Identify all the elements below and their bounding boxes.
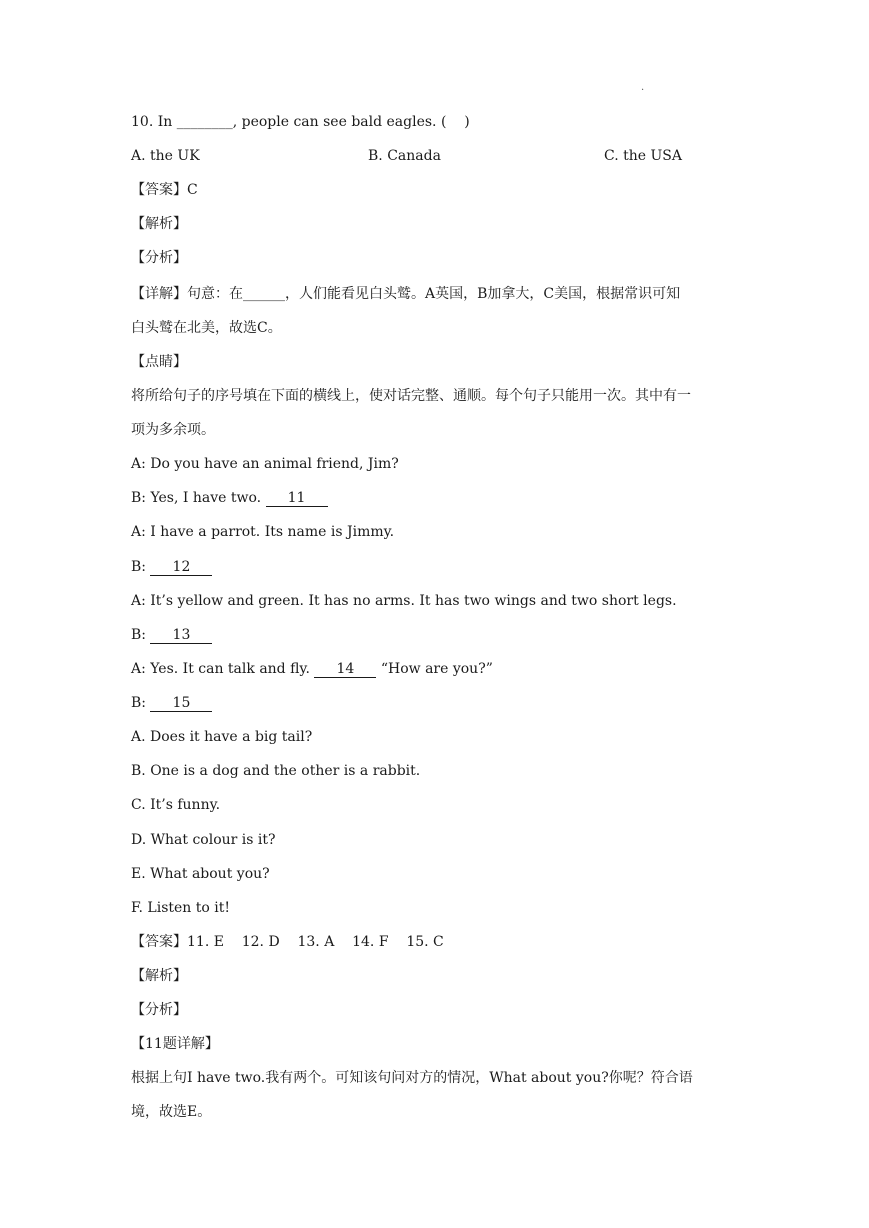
- q10-detail-line-1: 【详解】句意：在______，人们能看见白头鹫。A英国，B加拿大，C美国，根据常识可知: [131, 286, 681, 302]
- dialog-line-8: [131, 694, 212, 712]
- analysis-heading-2: 【解析】: [131, 968, 187, 984]
- q11-detail-line-2: 境，故选E。: [131, 1104, 212, 1120]
- dialog-line-6-text: B:: [131, 627, 151, 643]
- q10-detail-line-2: 白头鹫在北美，故选C。: [131, 320, 282, 336]
- dialog-line-1: A: Do you have an animal friend, Jim?: [131, 456, 399, 472]
- answers-line: 【答案】11. E 12. D 13. A 14. F 15. C: [131, 934, 444, 950]
- blank-14: 14: [314, 661, 376, 678]
- q10-analysis-heading: 【解析】: [131, 216, 187, 232]
- dialog-line-4: [131, 558, 212, 576]
- instruction-line-1: 将所给句子的序号填在下面的横线上，使对话完整、通顺。每个句子只能用一次。其中有一: [131, 388, 691, 404]
- q11-detail-heading: 【11题详解】: [131, 1036, 219, 1052]
- option-d: D. What colour is it?: [131, 832, 276, 848]
- question-10-stem: 10. In ________, people can see bald eagles. ( ): [131, 114, 470, 130]
- blank-11: 11: [266, 490, 328, 507]
- option-f: F. Listen to it!: [131, 900, 231, 916]
- dialog-line-8-text: B:: [131, 695, 151, 711]
- blank-12: 12: [150, 559, 212, 576]
- option-a: A. Does it have a big tail?: [131, 729, 313, 745]
- option-b: B. One is a dog and the other is a rabbit.: [131, 763, 421, 779]
- q10-fenxi-heading: 【分析】: [131, 250, 187, 266]
- dialog-line-4-text: B:: [131, 559, 151, 575]
- option-e: E. What about you?: [131, 866, 270, 882]
- blank-15: 15: [150, 695, 212, 712]
- dialog-line-3: A: I have a parrot. Its name is Jimmy.: [131, 524, 395, 540]
- dialog-line-7-quote: “How are you?”: [376, 661, 493, 677]
- q10-option-b: B. Canada: [368, 148, 441, 164]
- q10-option-c: C. the USA: [604, 148, 682, 164]
- dialog-line-7-text: A: Yes. It can talk and fly.: [131, 661, 315, 677]
- dialog-line-6: [131, 626, 212, 644]
- option-c: C. It’s funny.: [131, 797, 221, 813]
- q10-answer: 【答案】C: [131, 182, 198, 198]
- dialog-line-5: A: It’s yellow and green. It has no arms. It has two wings and two short legs.: [131, 593, 677, 609]
- dialog-line-2: [131, 489, 328, 507]
- q10-option-a: A. the UK: [131, 148, 200, 164]
- dialog-line-7: [131, 660, 493, 678]
- fenxi-heading-2: 【分析】: [131, 1002, 187, 1018]
- instruction-line-2: 项为多余项。: [131, 422, 215, 438]
- blank-13: 13: [150, 627, 212, 644]
- header-mark: .: [641, 82, 645, 93]
- q10-dianjing-heading: 【点睛】: [131, 354, 187, 370]
- dialog-line-2-text: B: Yes, I have two.: [131, 490, 266, 506]
- q11-detail-line-1: 根据上句I have two.我有两个。可知该句问对方的情况，What about you?你呢？符合语: [131, 1070, 693, 1086]
